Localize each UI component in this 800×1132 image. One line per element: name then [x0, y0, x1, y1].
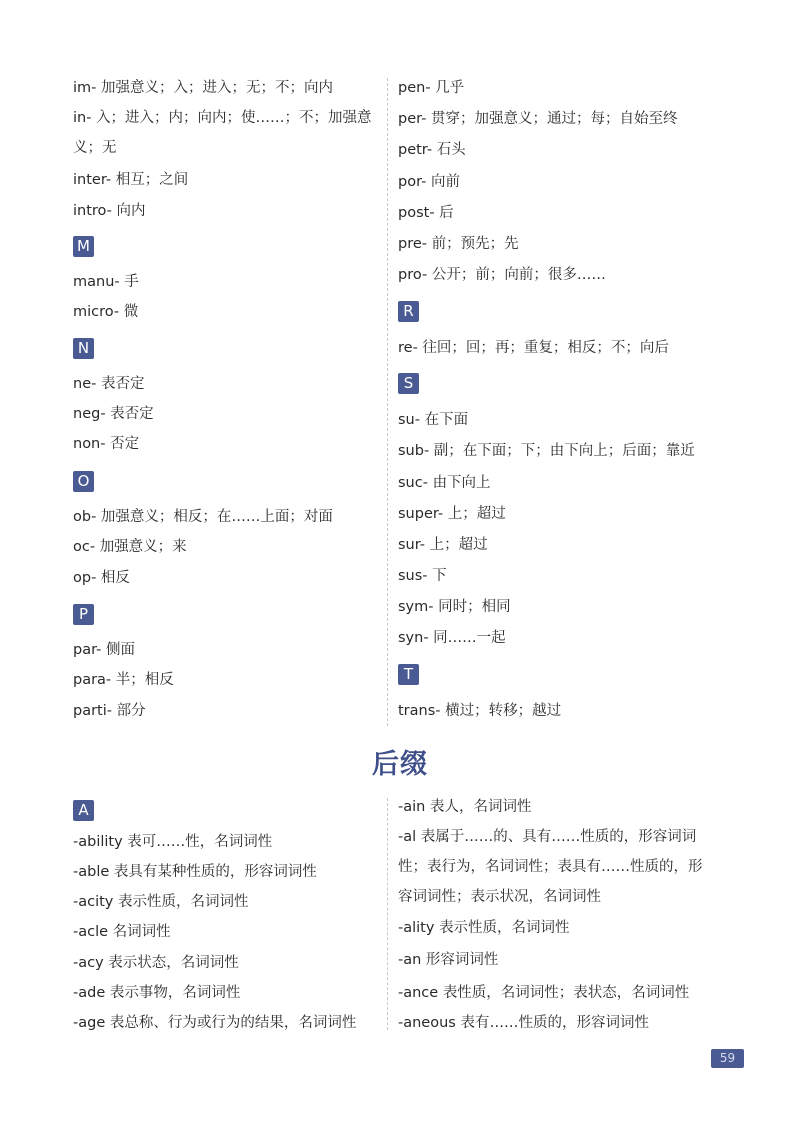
entry-inter: inter- 相互；之间	[73, 172, 189, 188]
entry-ade: -ade 表示事物，名词词性	[73, 985, 241, 1001]
suffix-section-title: 后缀	[372, 749, 428, 780]
entry-per: per- 贯穿；加强意义；通过；每；自始至终	[398, 111, 678, 127]
entry-por: por- 向前	[398, 174, 460, 190]
entry-acle: -acle 名词词性	[73, 924, 171, 940]
section-letter-o: O	[73, 471, 94, 492]
entry-petr: petr- 石头	[398, 142, 466, 158]
entry-non: non- 否定	[73, 436, 140, 452]
section-letter-t: T	[398, 664, 419, 685]
entry-an: -an 形容词词性	[398, 952, 499, 968]
entry-ability: -ability 表可……性，名词词性	[73, 834, 273, 850]
entry-op: op- 相反	[73, 570, 130, 586]
entry-manu: manu- 手	[73, 274, 139, 290]
section-letter-a: A	[73, 800, 94, 821]
entry-sub: sub- 副；在下面；下；由下向上；后面；靠近	[398, 443, 695, 459]
entry-ance: -ance 表性质，名词词性；表状态，名词词性	[398, 985, 690, 1001]
entry-sur: sur- 上；超过	[398, 537, 488, 553]
entry-aneous: -aneous 表有……性质的，形容词词性	[398, 1015, 649, 1031]
entry-neg: neg- 表否定	[73, 406, 154, 422]
entry-ne: ne- 表否定	[73, 376, 145, 392]
entry-ob: ob- 加强意义；相反；在……上面；对面	[73, 509, 333, 525]
entry-syn: syn- 同……一起	[398, 630, 506, 646]
entry-pen: pen- 几乎	[398, 80, 465, 96]
entry-ality: -ality 表示性质，名词词性	[398, 920, 570, 936]
section-letter-n: N	[73, 338, 94, 359]
page-number: 59	[711, 1049, 744, 1068]
entry-trans: trans- 横过；转移；越过	[398, 703, 562, 719]
entry-pre: pre- 前；预先；先	[398, 236, 519, 252]
entry-in: in- 入；进入；内；向内；使……；不；加强意义；无	[73, 110, 372, 156]
entry-acity: -acity 表示性质，名词词性	[73, 894, 249, 910]
entry-par: par- 侧面	[73, 642, 135, 658]
entry-sus: sus- 下	[398, 568, 447, 584]
entry-oc: oc- 加强意义；来	[73, 539, 187, 555]
entry-al: -al 表属于……的、具有……性质的，形容词词性；表行为，名词词性；表具有……性质的，形容词词性；表示状况，名词词性	[398, 829, 703, 905]
entry-para: para- 半；相反	[73, 672, 174, 688]
section-letter-s: S	[398, 373, 419, 394]
entry-super: super- 上；超过	[398, 506, 506, 522]
section-letter-r: R	[398, 301, 419, 322]
entry-re: re- 往回；回；再；重复；相反；不；向后	[398, 340, 669, 356]
entry-pro: pro- 公开；前；向前；很多……	[398, 267, 606, 283]
entry-able: -able 表具有某种性质的，形容词词性	[73, 864, 317, 880]
entry-micro: micro- 微	[73, 304, 139, 320]
entry-parti: parti- 部分	[73, 703, 146, 719]
column-divider-suffixes	[387, 798, 388, 1030]
entry-im: im- 加强意义；入；进入；无；不；向内	[73, 80, 333, 96]
entry-acy: -acy 表示状态，名词词性	[73, 955, 239, 971]
entry-su: su- 在下面	[398, 412, 469, 428]
entry-intro: intro- 向内	[73, 203, 146, 219]
entry-ain: -ain 表人，名词词性	[398, 799, 532, 815]
entry-suc: suc- 由下向上	[398, 475, 491, 491]
entry-post: post- 后	[398, 205, 454, 221]
section-letter-p: P	[73, 604, 94, 625]
column-divider-prefixes	[387, 78, 388, 726]
entry-age: -age 表总称、行为或行为的结果，名词词性	[73, 1015, 357, 1031]
section-letter-m: M	[73, 236, 94, 257]
entry-sym: sym- 同时；相同	[398, 599, 511, 615]
